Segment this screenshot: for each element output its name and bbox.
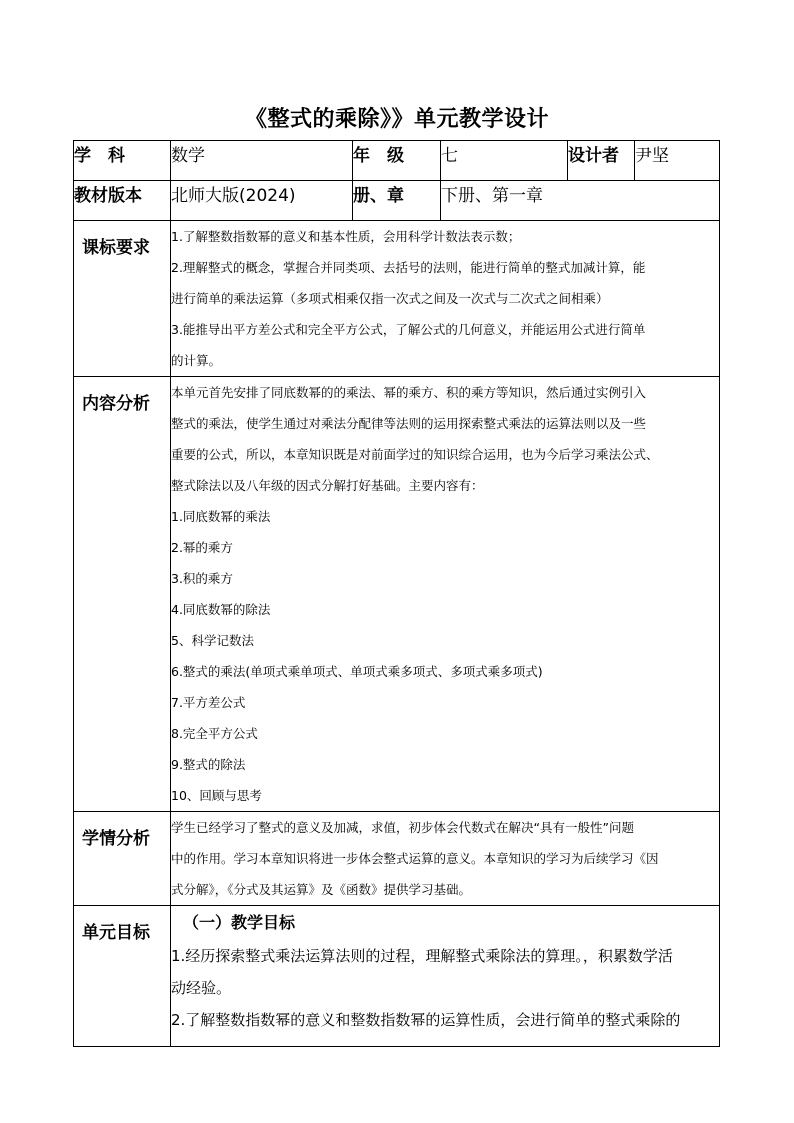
content-item: 10、回顾与思考 <box>171 788 262 803</box>
content-analysis <box>171 377 720 812</box>
content-item: 5、科学记数法 <box>171 633 254 648</box>
document-title: 《整式的乘除》》单元教学设计 <box>244 107 549 132</box>
content-item: 8.完全平方公式 <box>171 726 258 741</box>
learner-line: 中的作用。学习本章知识将进一步体会整式运算的意义。本章知识的学习为后续学习《因 <box>171 851 659 866</box>
goals-line: 动经验。 <box>171 979 232 997</box>
content-item: 9.整式的除法 <box>171 757 246 772</box>
curriculum-line: 的计算。 <box>171 353 222 368</box>
content-intro-line: 本单元首先安排了同底数幂的的乘法、幂的乘方、积的乘方等知识，然后通过实例引入 <box>171 385 647 400</box>
curriculum-line: 3.能推导出平方差公式和完全平方公式，了解公式的几何意义，并能运用公式进行简单 <box>171 322 646 337</box>
chapter-label: 册、章 <box>353 181 441 221</box>
learner-analysis <box>171 812 720 906</box>
content-item: 4.同底数幂的除法 <box>171 602 271 617</box>
content-label: 内容分析 <box>74 377 171 812</box>
content-intro-line: 重要的公式，所以，本章知识既是对前面学过的知识综合运用，也为今后学习乘法公式、 <box>171 447 659 462</box>
row-subject <box>74 141 720 181</box>
goals-line: 1.经历探索整式乘法运算法则的过程，理解整式乘除法的算理。，积累数学活 <box>171 947 673 965</box>
grade-label: 年 级 <box>353 141 441 181</box>
curriculum-content <box>171 221 720 377</box>
content-item: 6.整式的乘法(单项式乘单项式、单项式乘多项式、多项式乘多项式) <box>171 664 543 679</box>
row-curriculum <box>74 221 720 377</box>
row-edition <box>74 181 720 221</box>
design-table <box>73 140 720 1047</box>
content-item: 3.积的乘方 <box>171 571 233 586</box>
curriculum-line: 2.理解整式的概念，掌握合并同类项、去括号的法则，能进行简单的整式加减计算，能 <box>171 260 646 275</box>
learner-line: 式分解》，《分式及其运算》及《函数》提供学习基础。 <box>171 882 472 897</box>
subject-value: 数学 <box>171 141 353 181</box>
content-item: 7.平方差公式 <box>171 695 246 710</box>
subject-label: 学 科 <box>74 141 171 181</box>
learner-label: 学情分析 <box>74 812 171 906</box>
content-intro-line: 整式的乘法，使学生通过对乘法分配律等法则的运用探索整式乘法的运算法则以及一些 <box>171 416 647 431</box>
content-intro-line: 整式除法以及八年级的因式分解打好基础。主要内容有： <box>171 478 484 493</box>
curriculum-line: 1.了解整数指数幂的意义和基本性质，会用科学计数法表示数； <box>171 229 521 244</box>
curriculum-label: 课标要求 <box>74 221 171 377</box>
designer-value: 尹坚 <box>635 141 720 181</box>
row-unit-goals <box>74 906 720 1047</box>
edition-label: 教材版本 <box>74 181 171 221</box>
row-content-analysis <box>74 377 720 812</box>
designer-label: 设计者 <box>568 141 635 181</box>
content-item: 1.同底数幂的乘法 <box>171 509 271 524</box>
content-item: 2.幂的乘方 <box>171 540 233 555</box>
chapter-value: 下册、第一章 <box>441 181 720 221</box>
edition-value: 北师大版(2024) <box>171 181 353 221</box>
goals-label: 单元目标 <box>74 906 171 1047</box>
learner-line: 学生已经学习了整式的意义及加减，求值，初步体会代数式在解决“具有一般性”问题 <box>171 820 634 835</box>
goals-subheading: （一）教学目标 <box>183 913 296 932</box>
goals-line: 2.了解整数指数幂的意义和整数指数幂的运算性质，会进行简单的整式乘除的 <box>171 1011 681 1029</box>
grade-value: 七 <box>441 141 568 181</box>
curriculum-line: 进行简单的乘法运算（多项式相乘仅指一次式之间及一次式与二次式之间相乘） <box>171 291 609 306</box>
unit-goals <box>171 906 720 1047</box>
row-learner-analysis <box>74 812 720 906</box>
